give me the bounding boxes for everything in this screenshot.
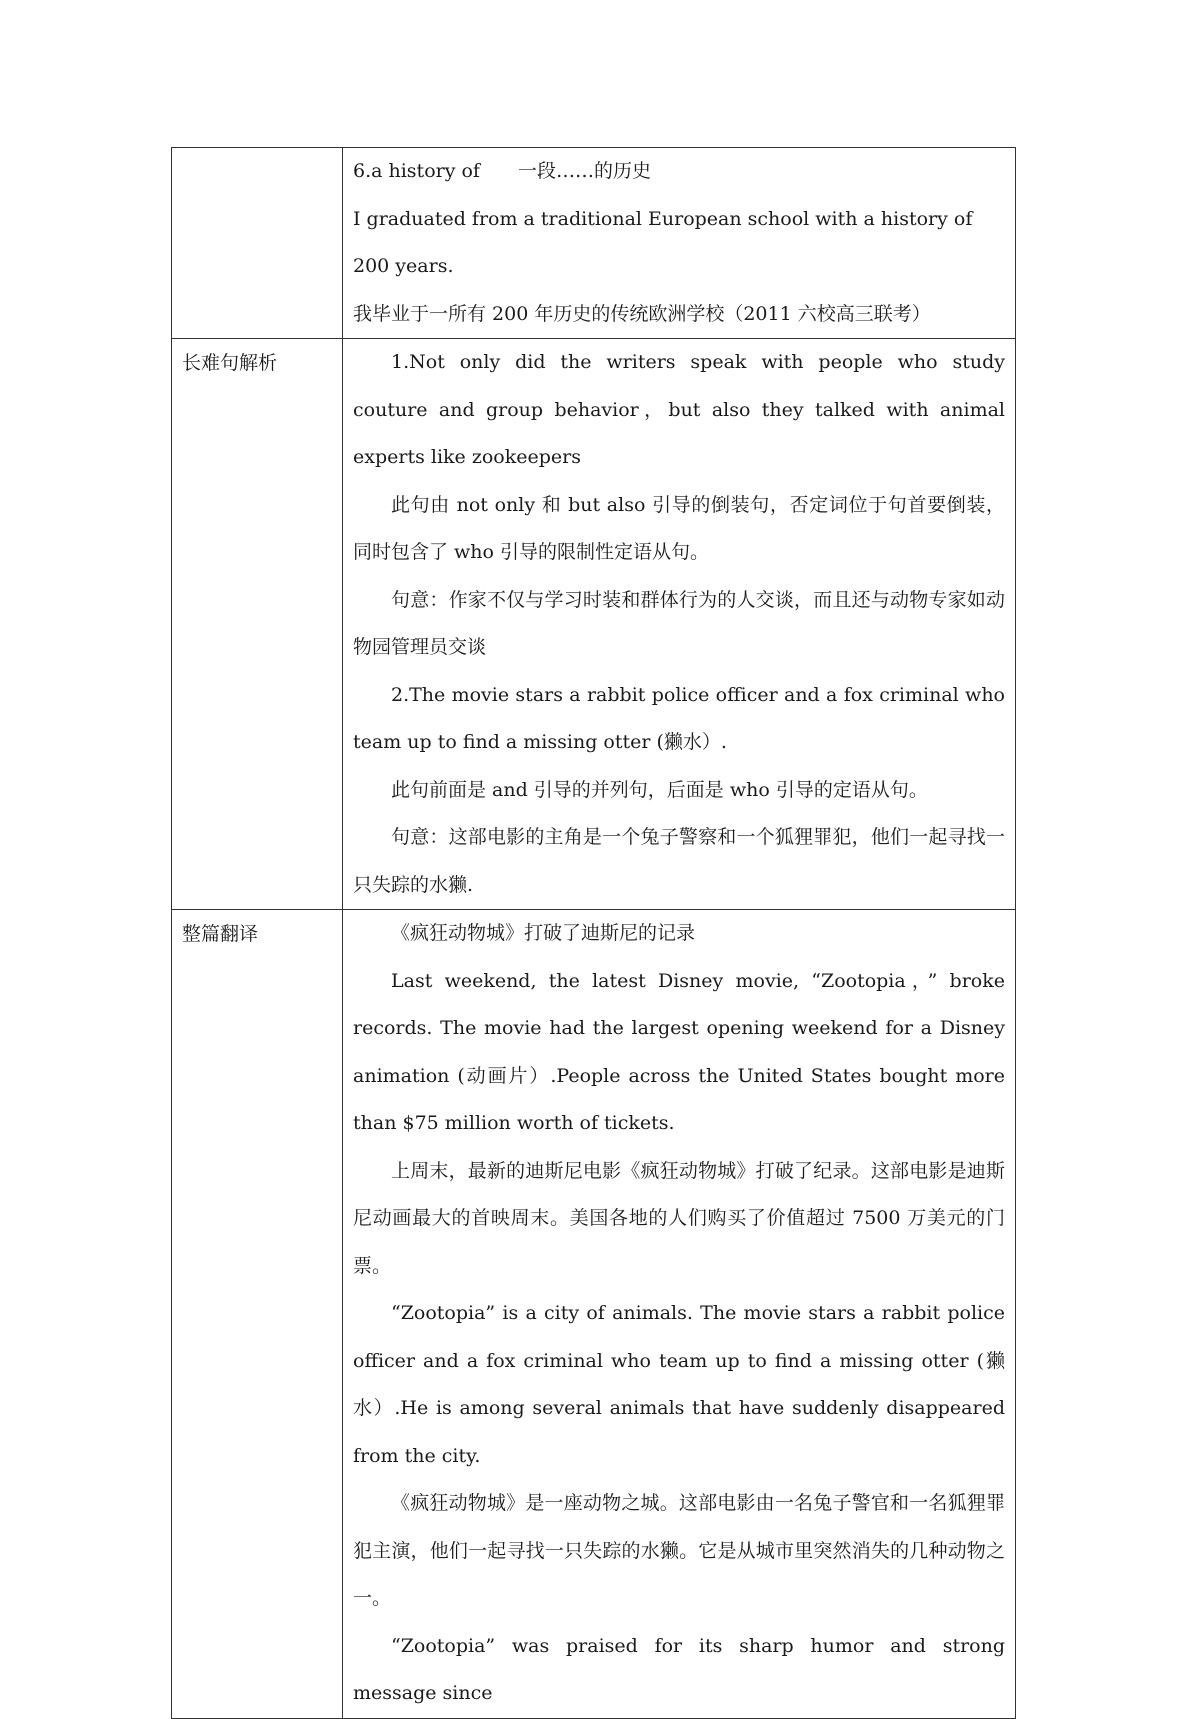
sentence-1-meaning: 句意：作家不仅与学习时装和群体行为的人交谈，而且还与动物专家如动物园管理员交谈	[353, 588, 1005, 658]
table-row	[172, 148, 1016, 339]
translation-paragraph-en: “Zootopia” is a city of animals. The movie stars a rabbit police officer and a fox criminal who team up to find a missing otter (獭水）.He is among several animals that have suddenly disappeared from the city.	[353, 1302, 1005, 1467]
sentence-2-analysis: 此句前面是 and 引导的并列句，后面是 who 引导的定语从句。	[391, 778, 928, 801]
vocab-example-zh: 我毕业于一所有 200 年历史的传统欧洲学校（2011 六校高三联考）	[353, 302, 931, 325]
translation-paragraph-zh: 上周末，最新的迪斯尼电影《疯狂动物城》打破了纪录。这部电影是迪斯尼动画最大的首映周末。美国各地的人们购买了价值超过 7500 万美元的门票。	[353, 1159, 1005, 1277]
row-label-cell	[172, 910, 343, 1719]
sentence-2-en: 2.The movie stars a rabbit police officer and a fox criminal who team up to find a missing otter (獭水）.	[353, 683, 1005, 753]
table-row	[172, 339, 1016, 910]
sentence-1-analysis: 此句由 not only 和 but also 引导的倒装句，否定词位于句首要倒装，同时包含了 who 引导的限制性定语从句。	[353, 493, 1005, 563]
row-label-cell	[172, 148, 343, 339]
vocab-example-en: I graduated from a traditional European school with a history of 200 years.	[353, 207, 973, 277]
row-content-cell	[343, 339, 1016, 910]
sentence-2-meaning: 句意：这部电影的主角是一个兔子警察和一个狐狸罪犯，他们一起寻找一只失踪的水獭.	[353, 826, 1005, 896]
row-label: 整篇翻译	[182, 923, 259, 945]
translation-paragraph-en: “Zootopia” was praised for its sharp humor and strong message since	[353, 1634, 1005, 1704]
translation-title: 《疯狂动物城》打破了迪斯尼的记录	[391, 922, 696, 944]
translation-paragraph-zh: 《疯狂动物城》是一座动物之城。这部电影由一名兔子警官和一名狐狸罪犯主演，他们一起寻找一只失踪的水獭。它是从城市里突然消失的几种动物之一。	[353, 1492, 1005, 1609]
translation-paragraph-en: Last weekend, the latest Disney movie, “Zootopia，” broke records. The movie had the largest opening weekend for a Disney animation (动画片）.People across the United States bought more than $75 million worth of tickets.	[353, 969, 1005, 1134]
row-content-cell	[343, 148, 1016, 339]
row-label-cell	[172, 339, 343, 910]
row-label: 长难句解析	[182, 352, 278, 374]
sentence-1-en: 1.Not only did the writers speak with people who study couture and group behavior，but also they talked with animal experts like zookeepers	[353, 351, 1005, 468]
row-content-cell	[343, 910, 1016, 1719]
vocab-heading: 6.a history of 一段……的历史	[353, 160, 651, 182]
table-row	[172, 910, 1016, 1719]
document-table	[171, 147, 1016, 1719]
